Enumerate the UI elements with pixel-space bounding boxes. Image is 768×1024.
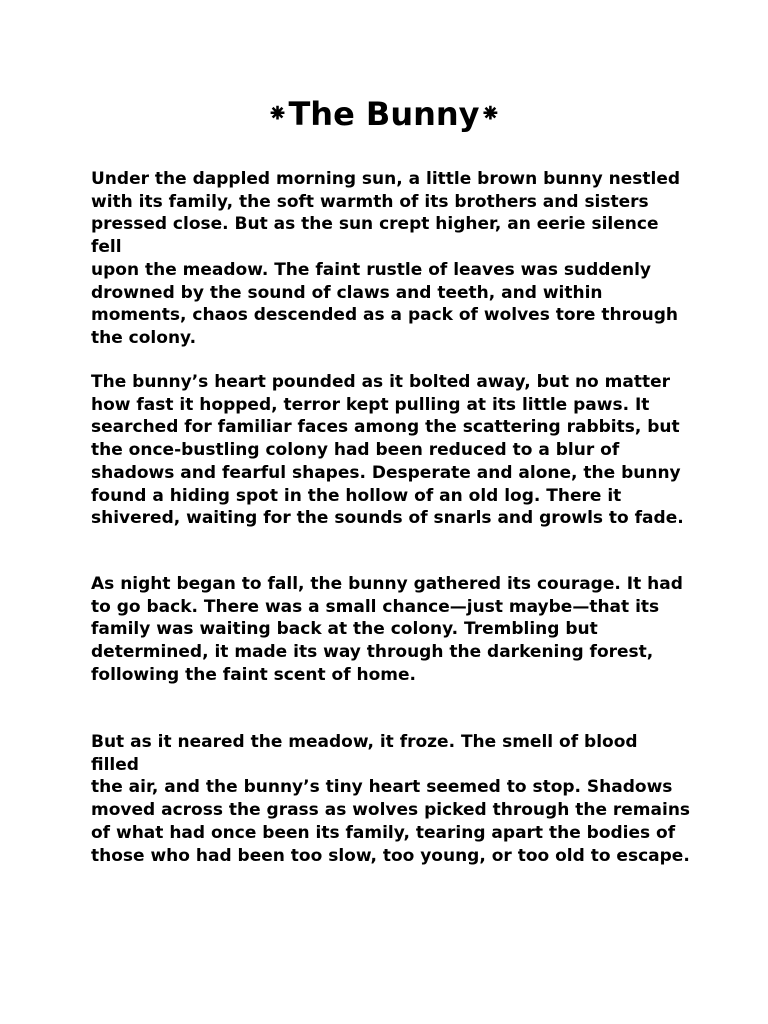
title-text: The Bunny [288, 95, 480, 133]
asterisk-icon: ⁕ [266, 99, 289, 129]
page-title [0, 92, 768, 136]
paragraph-1: Under the dappled morning sun, a little brown bunny nestled with its family, the soft warmth of its brothers and sisters pressed close. But as the sun crept higher, an eerie silence fell upon the meadow. The faint rustle of leaves was suddenly drowned by the sound of claws and teeth, and within moments, chaos descended as a pack of wolves tore through the colony. [91, 169, 681, 348]
paragraph-3: As night began to fall, the bunny gathered its courage. It had to go back. There was a small chance—just maybe—that its family was waiting back at the colony. Trembling but determined, it made its way through the darkening forest, following the faint scent of home. [91, 574, 683, 685]
asterisk-icon: ⁕ [479, 99, 502, 129]
paragraph-2: The bunny’s heart pounded as it bolted away, but no matter how fast it hopped, terror kept pulling at its little paws. It searched for familiar faces among the scattering rabbits, but the once-bustling colony had been reduced to a blur of shadows and fearful shapes. Desperate and alone, the bunny found a hiding spot in the hollow of an old log. There it shivered, waiting for the sounds of snarls and growls to fade. [91, 372, 684, 529]
paragraph-4: But as it neared the meadow, it froze. The smell of blood filled the air, and the bunny’s tiny heart seemed to stop. Shadows moved across the grass as wolves picked through the remains of what had once been its family, tearing apart the bodies of those who had been too slow, too young, or too old to escape. [91, 732, 691, 866]
